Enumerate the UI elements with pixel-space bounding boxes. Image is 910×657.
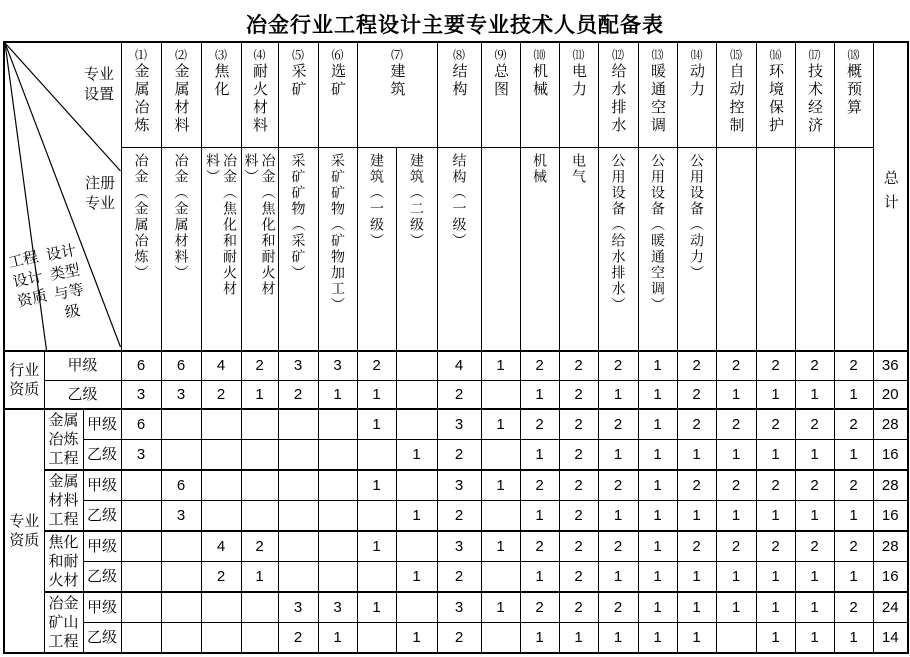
value-cell (357, 623, 396, 654)
value-cell: 2 (834, 409, 873, 440)
registered-major-header-row (4, 147, 908, 351)
value-cell (241, 440, 278, 471)
value-cell: 1 (520, 380, 559, 409)
row-grade-label: 甲级 (83, 592, 121, 623)
value-cell: 2 (598, 531, 638, 562)
reg-header-empty (795, 147, 834, 351)
value-cell (278, 440, 318, 471)
reg-header (318, 147, 357, 351)
column-header-8: ⑻ 结构 (437, 42, 481, 147)
value-cell: 1 (638, 531, 677, 562)
value-cell: 1 (716, 501, 756, 532)
value-cell: 3 (121, 380, 161, 409)
row-grade-label: 乙级 (83, 623, 121, 654)
table-row (4, 470, 908, 501)
value-cell: 2 (834, 531, 873, 562)
value-cell: 3 (437, 470, 481, 501)
table-row (4, 531, 908, 562)
value-cell: 2 (598, 592, 638, 623)
value-cell: 1 (598, 440, 638, 471)
value-cell: 4 (201, 351, 241, 380)
column-header-18: ⒅ 概预算 (834, 42, 873, 147)
value-cell (318, 409, 357, 440)
value-cell: 3 (161, 501, 201, 532)
reg-header-text: 冶金（金属冶炼） (133, 152, 150, 281)
value-cell: 2 (677, 380, 716, 409)
reg-header (677, 147, 716, 351)
reg-header (357, 147, 396, 351)
value-cell: 1 (834, 501, 873, 532)
row-total-cell: 16 (873, 501, 908, 532)
value-cell (481, 380, 520, 409)
value-cell: 2 (520, 409, 559, 440)
value-cell (201, 592, 241, 623)
reg-header-text: 冶金（焦化和耐火材 (260, 152, 277, 297)
value-cell (241, 592, 278, 623)
column-header-14: ⒁ 动力 (677, 42, 716, 147)
value-cell (121, 592, 161, 623)
column-header-17: ⒄ 技术经济 (795, 42, 834, 147)
value-cell: 1 (520, 623, 559, 654)
row-grade-label: 甲级 (44, 351, 121, 380)
value-cell: 2 (278, 623, 318, 654)
value-cell: 3 (278, 351, 318, 380)
value-cell: 2 (437, 440, 481, 471)
value-cell: 2 (437, 380, 481, 409)
value-cell: 2 (677, 531, 716, 562)
value-cell: 1 (638, 623, 677, 654)
value-cell: 3 (161, 380, 201, 409)
column-header-9: ⑼ 总图 (481, 42, 520, 147)
value-cell: 6 (121, 409, 161, 440)
value-cell: 2 (716, 470, 756, 501)
value-cell (318, 501, 357, 532)
value-cell (121, 470, 161, 501)
value-cell: 1 (834, 623, 873, 654)
value-cell: 1 (716, 440, 756, 471)
reg-header-text: 公用设备（暖通空调） (650, 152, 666, 313)
value-cell: 1 (481, 351, 520, 380)
value-cell: 1 (677, 440, 716, 471)
value-cell: 1 (638, 501, 677, 532)
value-cell: 2 (559, 531, 598, 562)
value-cell: 1 (795, 562, 834, 593)
value-cell (396, 531, 437, 562)
value-cell: 1 (795, 623, 834, 654)
value-cell: 6 (121, 351, 161, 380)
row-group-label: 专业资质 (4, 409, 44, 653)
row-total-cell: 28 (873, 531, 908, 562)
value-cell (201, 623, 241, 654)
value-cell: 2 (756, 351, 795, 380)
value-cell: 1 (834, 440, 873, 471)
column-header-5: ⑸ 采矿 (278, 42, 318, 147)
value-cell: 1 (520, 562, 559, 593)
value-cell: 1 (677, 592, 716, 623)
value-cell: 1 (756, 592, 795, 623)
corner-label-registered-major: 注册专业 (84, 175, 115, 212)
reg-header (559, 147, 598, 351)
value-cell: 2 (795, 351, 834, 380)
value-cell: 1 (795, 380, 834, 409)
value-cell: 2 (520, 470, 559, 501)
value-cell: 3 (437, 531, 481, 562)
value-cell (121, 623, 161, 654)
value-cell (241, 470, 278, 501)
reg-header (201, 147, 241, 351)
value-cell (278, 562, 318, 593)
value-cell (201, 501, 241, 532)
row-subcategory-label: 金属冶炼工程 (44, 409, 83, 470)
value-cell: 1 (598, 562, 638, 593)
value-cell (481, 440, 520, 471)
value-cell: 1 (638, 351, 677, 380)
value-cell: 2 (437, 501, 481, 532)
row-grade-label: 乙级 (44, 380, 121, 409)
value-cell: 2 (716, 351, 756, 380)
reg-header-text: 建筑（二级） (409, 152, 425, 249)
value-cell: 1 (638, 562, 677, 593)
value-cell: 3 (318, 351, 357, 380)
value-cell: 2 (716, 409, 756, 440)
table-row (4, 409, 908, 440)
value-cell: 6 (161, 470, 201, 501)
value-cell: 2 (357, 351, 396, 380)
corner-label-specialty-setup: 专业设置 (83, 66, 114, 103)
value-cell (161, 623, 201, 654)
page-title: 冶金行业工程设计主要专业技术人员配备表 (246, 14, 664, 37)
value-cell (357, 440, 396, 471)
column-header-3: ⑶ 焦化 (201, 42, 241, 147)
value-cell (278, 409, 318, 440)
value-cell: 2 (834, 592, 873, 623)
value-cell: 1 (481, 592, 520, 623)
value-cell: 4 (201, 531, 241, 562)
value-cell: 2 (716, 531, 756, 562)
value-cell: 2 (437, 623, 481, 654)
value-cell: 2 (677, 409, 716, 440)
value-cell: 2 (795, 470, 834, 501)
value-cell: 2 (756, 531, 795, 562)
value-cell (716, 623, 756, 654)
value-cell (278, 531, 318, 562)
column-header-11: ⑾ 电力 (559, 42, 598, 147)
value-cell: 2 (677, 351, 716, 380)
value-cell (396, 380, 437, 409)
value-cell: 2 (559, 470, 598, 501)
reg-header-empty (481, 147, 520, 351)
value-cell: 3 (437, 409, 481, 440)
value-cell (161, 562, 201, 593)
value-cell: 1 (241, 380, 278, 409)
row-grade-label: 乙级 (83, 501, 121, 532)
value-cell: 1 (795, 592, 834, 623)
reg-header-text: 结构（一级） (451, 152, 468, 249)
reg-header-empty (756, 147, 795, 351)
value-cell: 1 (756, 623, 795, 654)
value-cell: 1 (716, 380, 756, 409)
value-cell: 3 (437, 592, 481, 623)
value-cell: 2 (559, 501, 598, 532)
row-grade-label: 乙级 (83, 562, 121, 593)
reg-header-text: 采矿矿物（采矿） (290, 152, 307, 281)
row-grade-label: 甲级 (83, 470, 121, 501)
value-cell: 1 (357, 592, 396, 623)
reg-header-text: 冶金（焦化和耐火材 (222, 152, 238, 297)
row-grade-label: 乙级 (83, 440, 121, 471)
row-total-cell: 28 (873, 409, 908, 440)
value-cell: 2 (834, 351, 873, 380)
value-cell (396, 409, 437, 440)
reg-header (278, 147, 318, 351)
reg-header (241, 147, 278, 351)
value-cell: 1 (520, 440, 559, 471)
reg-header-text: 公用设备（动力） (689, 152, 705, 281)
value-cell (481, 623, 520, 654)
value-cell: 1 (396, 440, 437, 471)
value-cell: 1 (795, 501, 834, 532)
value-cell: 1 (559, 623, 598, 654)
column-header-4: ⑷ 耐火材料 (241, 42, 278, 147)
value-cell: 1 (357, 531, 396, 562)
value-cell: 2 (520, 531, 559, 562)
value-cell (318, 562, 357, 593)
value-cell (278, 501, 318, 532)
reg-header (638, 147, 677, 351)
reg-header-text: 建筑（一级） (369, 152, 385, 249)
value-cell: 2 (437, 562, 481, 593)
value-cell: 2 (559, 440, 598, 471)
value-cell: 2 (278, 380, 318, 409)
value-cell: 1 (756, 440, 795, 471)
reg-header (437, 147, 481, 351)
value-cell: 1 (756, 501, 795, 532)
row-group-label: 行业资质 (4, 351, 44, 409)
row-total-cell: 14 (873, 623, 908, 654)
column-header-12: ⑿ 给水排水 (598, 42, 638, 147)
reg-header-text: 公用设备（给水排水） (610, 152, 627, 313)
reg-header-text: 料） (243, 152, 260, 185)
reg-header-text: 采矿矿物（矿物加工） (330, 152, 346, 313)
corner-label-design-type: 设计类型与等级 (44, 241, 86, 322)
value-cell: 2 (241, 351, 278, 380)
reg-header (396, 147, 437, 351)
value-cell: 2 (598, 351, 638, 380)
table-body (4, 351, 908, 653)
value-cell (318, 470, 357, 501)
table-row (4, 623, 908, 654)
value-cell: 1 (834, 562, 873, 593)
row-grade-label: 甲级 (83, 409, 121, 440)
value-cell: 1 (598, 623, 638, 654)
reg-header (598, 147, 638, 351)
value-cell: 1 (357, 470, 396, 501)
value-cell (161, 531, 201, 562)
value-cell (396, 592, 437, 623)
row-total-cell: 16 (873, 440, 908, 471)
value-cell: 1 (481, 470, 520, 501)
value-cell: 2 (756, 409, 795, 440)
table-row (4, 592, 908, 623)
value-cell (241, 501, 278, 532)
value-cell (241, 409, 278, 440)
reg-header (161, 147, 201, 351)
staffing-table (3, 41, 909, 654)
value-cell (481, 501, 520, 532)
column-header-2: ⑵ 金属材料 (161, 42, 201, 147)
value-cell (481, 562, 520, 593)
column-header-15: ⒂ 自动控制 (716, 42, 756, 147)
row-total-cell: 20 (873, 380, 908, 409)
value-cell: 2 (677, 470, 716, 501)
value-cell (201, 470, 241, 501)
value-cell (201, 409, 241, 440)
value-cell: 4 (437, 351, 481, 380)
value-cell: 1 (598, 501, 638, 532)
value-cell: 2 (559, 409, 598, 440)
value-cell: 1 (677, 562, 716, 593)
value-cell: 2 (201, 562, 241, 593)
value-cell (357, 562, 396, 593)
value-cell: 1 (318, 380, 357, 409)
table-row (4, 501, 908, 532)
value-cell: 6 (161, 351, 201, 380)
value-cell: 1 (241, 562, 278, 593)
value-cell (201, 440, 241, 471)
corner-label-qualification: 工程设计资质 (6, 248, 49, 311)
value-cell: 1 (716, 592, 756, 623)
column-header-1: ⑴ 金属冶炼 (121, 42, 161, 147)
value-cell (161, 592, 201, 623)
value-cell: 1 (396, 562, 437, 593)
value-cell (121, 531, 161, 562)
value-cell: 2 (559, 562, 598, 593)
column-header-total: 总计 (873, 42, 908, 351)
column-header-7: ⑺ 建筑 (357, 42, 437, 147)
row-subcategory-label: 冶金矿山工程 (44, 592, 83, 653)
value-cell (121, 501, 161, 532)
value-cell: 1 (318, 623, 357, 654)
value-cell: 2 (598, 409, 638, 440)
value-cell: 1 (756, 562, 795, 593)
value-cell: 1 (638, 470, 677, 501)
value-cell: 2 (559, 592, 598, 623)
value-cell: 1 (598, 380, 638, 409)
value-cell: 1 (677, 623, 716, 654)
value-cell: 1 (396, 623, 437, 654)
value-cell: 1 (357, 409, 396, 440)
value-cell: 1 (677, 501, 716, 532)
table-row (4, 351, 908, 380)
value-cell: 1 (795, 440, 834, 471)
value-cell (396, 351, 437, 380)
value-cell: 1 (638, 440, 677, 471)
corner-header-cell (4, 42, 121, 351)
reg-header (121, 147, 161, 351)
table-row (4, 562, 908, 593)
value-cell: 3 (318, 592, 357, 623)
value-cell: 1 (638, 380, 677, 409)
column-header-6: ⑹ 选矿 (318, 42, 357, 147)
value-cell (357, 501, 396, 532)
column-header-13: ⒀ 暖通空调 (638, 42, 677, 147)
reg-header (520, 147, 559, 351)
value-cell: 2 (834, 470, 873, 501)
value-cell (318, 531, 357, 562)
value-cell: 1 (756, 380, 795, 409)
value-cell: 1 (638, 592, 677, 623)
value-cell (396, 470, 437, 501)
value-cell: 2 (520, 351, 559, 380)
row-total-cell: 24 (873, 592, 908, 623)
row-total-cell: 36 (873, 351, 908, 380)
value-cell: 2 (520, 592, 559, 623)
value-cell (318, 440, 357, 471)
reg-header-empty (834, 147, 873, 351)
value-cell: 2 (598, 470, 638, 501)
value-cell: 2 (559, 351, 598, 380)
reg-header-text: 料） (205, 152, 221, 185)
value-cell (161, 440, 201, 471)
row-total-cell: 28 (873, 470, 908, 501)
reg-header-text: 冶金（金属材料） (173, 152, 190, 281)
row-grade-label: 甲级 (83, 531, 121, 562)
value-cell: 3 (278, 592, 318, 623)
row-total-cell: 16 (873, 562, 908, 593)
value-cell: 1 (638, 409, 677, 440)
value-cell: 1 (716, 562, 756, 593)
value-cell: 1 (834, 380, 873, 409)
value-cell: 1 (396, 501, 437, 532)
value-cell: 1 (481, 531, 520, 562)
value-cell: 2 (559, 380, 598, 409)
value-cell: 2 (201, 380, 241, 409)
value-cell: 2 (756, 470, 795, 501)
value-cell (241, 623, 278, 654)
row-subcategory-label: 金属材料工程 (44, 470, 83, 531)
value-cell: 1 (520, 501, 559, 532)
value-cell: 1 (481, 409, 520, 440)
row-subcategory-label: 焦化和耐火材 (44, 531, 83, 592)
value-cell: 2 (241, 531, 278, 562)
reg-header-empty (716, 147, 756, 351)
value-cell: 2 (795, 409, 834, 440)
value-cell (121, 562, 161, 593)
table-row (4, 440, 908, 471)
value-cell: 3 (121, 440, 161, 471)
value-cell: 1 (357, 380, 396, 409)
value-cell (278, 470, 318, 501)
value-cell (161, 409, 201, 440)
column-header-16: ⒃ 环境保护 (756, 42, 795, 147)
reg-header-text: 电气 (571, 152, 587, 185)
reg-header-text: 机械 (532, 152, 548, 185)
value-cell: 2 (795, 531, 834, 562)
column-header-10: ⑽ 机械 (520, 42, 559, 147)
table-row (4, 380, 908, 409)
